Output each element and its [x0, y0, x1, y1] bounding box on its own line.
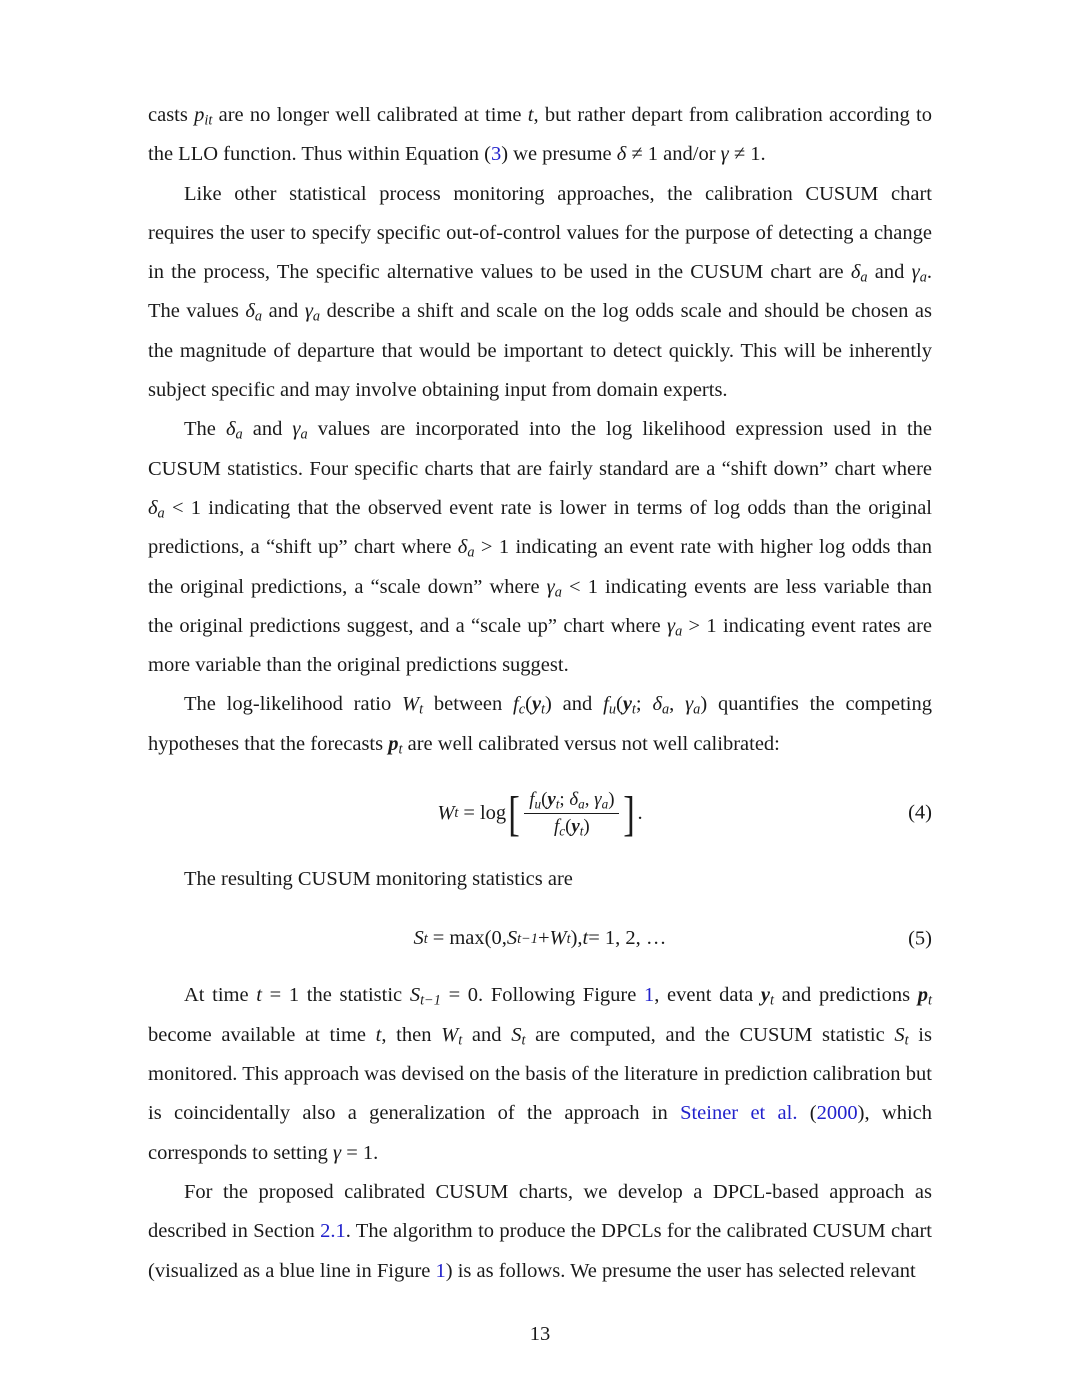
text-run: ) we presume — [501, 143, 617, 166]
text-run: become available at time — [148, 1023, 376, 1046]
text-run: describe a shift and scale on the log odds scale and should be chosen as the magnitude of departure that would be important to detect quickly. This will be inherently subject specific and may involve obtaining input from domain experts. — [148, 300, 932, 402]
math-symbol-f: f — [513, 693, 519, 716]
math-subscript-a: a — [661, 702, 670, 719]
math-subscript-a: a — [675, 623, 683, 640]
link-section-2-1[interactable]: 2.1 — [320, 1220, 346, 1243]
math-symbol-delta: δ — [616, 143, 627, 166]
equation-5-expression: S t = max (0, S t−1 + W t ), t = 1, 2, … — [413, 927, 667, 950]
link-figure-1[interactable]: 1 — [644, 984, 655, 1007]
math-vector-p: p — [917, 984, 928, 1007]
eq4-num-comma: , — [584, 789, 595, 811]
math-symbol-S: S — [409, 984, 421, 1007]
math-subscript-t: t — [419, 702, 424, 719]
eq4-den-vector-y: y — [571, 815, 580, 837]
page-number: 13 — [529, 1323, 551, 1345]
text-run: > 1 indicating an event rate with higher log odds than the original predictions, a “scale down” where — [148, 536, 932, 598]
math-symbol-delta: δ — [457, 536, 468, 559]
eq4-equals-sign: = — [463, 801, 475, 824]
math-symbol-W: W — [402, 693, 420, 716]
eq4-fraction — [524, 788, 619, 838]
math-symbol-delta: δ — [850, 261, 861, 284]
eq4-num-vector-y: y — [547, 789, 556, 811]
text-run: and — [262, 300, 305, 323]
eq4-num-paren-close: ) — [608, 789, 615, 811]
text-run: values are incorporated into the log likelihood expression used in the CUSUM statistics. Four specific charts that are fairly standard are a “shift down” chart where — [148, 418, 932, 480]
spacer — [148, 899, 932, 927]
eq5-t-variable: t — [582, 927, 589, 950]
math-subscript-a: a — [860, 269, 868, 286]
display-equation-5 — [148, 927, 932, 950]
equation-number-5: (5) — [908, 927, 932, 950]
paragraph-dpcl-approach — [148, 1173, 932, 1291]
eq4-num-gamma-subscript-a: a — [601, 796, 609, 812]
eq4-lhs-W: W — [437, 801, 455, 824]
math-symbol-S: S — [511, 1023, 522, 1046]
math-symbol-delta: δ — [652, 693, 662, 716]
math-subscript-c: c — [518, 702, 526, 719]
text-run: ( — [797, 1102, 817, 1125]
math-symbol-gamma: γ — [292, 418, 301, 441]
math-symbol-S: S — [894, 1023, 905, 1046]
eq5-W: W — [549, 927, 567, 950]
eq5-t-values: = 1, 2, … — [588, 927, 667, 950]
text-run: > 1 indicating event rates are more variable than the original predictions suggest. — [148, 614, 932, 677]
eq4-den-paren-open: ( — [565, 815, 572, 837]
paragraph-out-of-control-values — [148, 175, 932, 411]
eq5-max-operator: max — [449, 927, 485, 950]
math-symbol-p: p — [194, 104, 205, 126]
text-run: ≠ 1. — [728, 143, 766, 166]
text-run: , — [669, 693, 686, 716]
math-symbol-gamma: γ — [333, 1141, 342, 1164]
eq5-paren-open-zero: (0, — [484, 927, 507, 950]
text-run: are computed, and the CUSUM statistic — [525, 1023, 895, 1046]
math-subscript-a: a — [312, 309, 321, 326]
text-run: ≠ 1 and/or — [626, 143, 721, 166]
text-run: The log-likelihood ratio — [184, 693, 403, 716]
text-run: ) quantifies the competing hypotheses that the forecasts — [148, 693, 933, 755]
math-subscript-a: a — [693, 702, 701, 719]
equation-4-expression: W t = log [ $\frac{f_u(y_t; \delta_a, \gamma_a)}{f_c(y_t)}$ ] . — [437, 787, 643, 841]
math-symbol-t: t — [375, 1023, 382, 1046]
text-run: ( — [615, 693, 623, 716]
math-subscript-t: t — [458, 1032, 463, 1049]
spacer — [148, 950, 932, 976]
eq5-lhs-S: S — [413, 927, 424, 950]
text-run: ; — [635, 693, 653, 716]
text-run: At time — [184, 984, 257, 1007]
eq5-S-previous: S — [506, 927, 518, 950]
paragraph-log-likelihood-ratio — [148, 685, 932, 764]
eq4-num-delta-subscript-a: a — [578, 796, 585, 812]
text-run: ), which corresponds to setting — [148, 1102, 933, 1164]
link-citation-year-2000[interactable]: 2000 — [816, 1102, 858, 1125]
text-run: = 0. Following Figure — [440, 984, 644, 1007]
math-subscript-it: it — [204, 112, 213, 129]
math-subscript-t: t — [631, 702, 636, 719]
math-vector-y: y — [531, 693, 542, 716]
text-run: The resulting CUSUM monitoring statistics are — [184, 868, 573, 891]
eq4-num-f-subscript-u: u — [534, 796, 542, 812]
paragraph-four-chart-types — [148, 410, 932, 685]
link-figure-1[interactable]: 1 — [435, 1259, 446, 1282]
math-subscript-t: t — [770, 993, 775, 1010]
eq5-paren-close: ), — [570, 927, 583, 950]
eq4-den-y-subscript-t: t — [579, 823, 584, 839]
text-run: and — [867, 261, 912, 284]
math-subscript-t: t — [521, 1032, 526, 1049]
text-run: . The algorithm to produce the DPCLs for the calibrated CUSUM chart (visualized as a blue line in Figure — [148, 1220, 932, 1282]
math-subscript-u: u — [608, 702, 616, 719]
paragraph-cusum-monitoring-procedure — [148, 976, 932, 1172]
eq4-num-delta: δ — [569, 789, 579, 811]
math-symbol-gamma: γ — [911, 261, 920, 284]
math-subscript-a: a — [467, 544, 475, 561]
math-subscript-a: a — [919, 269, 927, 286]
text-run: between — [423, 693, 514, 716]
math-vector-p: p — [388, 732, 399, 755]
text-run: is monitored. This approach was devised on the basis of the literature in prediction calibration but is coincidentally also a generalization of the approach in — [148, 1023, 932, 1125]
math-symbol-t: t — [527, 104, 534, 126]
display-equation-4 — [148, 787, 932, 841]
math-symbol-delta: δ — [148, 496, 158, 519]
eq4-den-f: f — [553, 815, 560, 837]
math-symbol-f: f — [603, 693, 609, 716]
math-symbol-gamma: γ — [685, 693, 694, 716]
text-run: The — [184, 418, 226, 441]
text-run: < 1 indicating that the observed event rate is lower in terms of log odds than the original predictions, a “shift up” chart where — [148, 496, 932, 559]
link-citation-steiner[interactable]: Steiner et al. — [680, 1102, 798, 1125]
math-symbol-delta: δ — [225, 418, 236, 441]
eq4-trailing-period: . — [637, 801, 643, 824]
spacer — [148, 838, 932, 860]
link-equation-3[interactable]: 3 — [490, 143, 502, 166]
eq4-num-semicolon: ; — [559, 789, 570, 811]
text-run: ) and — [545, 693, 604, 716]
math-symbol-delta: δ — [245, 300, 255, 323]
text-run: Like other statistical process monitoring approaches, the calibration CUSUM chart requires the user to specify specific out-of-control values for the purpose of detecting a change in the process, The specific alternative values to be used in the CUSUM chart are — [148, 182, 932, 284]
equation-number-4: (4) — [908, 801, 932, 824]
eq4-denominator — [549, 814, 595, 839]
math-symbol-gamma: γ — [720, 143, 729, 166]
math-symbol-t: t — [256, 984, 262, 1007]
math-symbol-gamma: γ — [546, 575, 555, 598]
text-run: = 1. — [341, 1141, 379, 1164]
math-subscript-a: a — [300, 427, 308, 444]
text-run: For the proposed calibrated CUSUM charts, we develop a DPCL-based approach as described in Section — [148, 1180, 932, 1243]
text-run: and predictions — [774, 984, 918, 1007]
math-subscript-a: a — [157, 505, 165, 522]
eq4-den-paren-close: ) — [583, 815, 590, 837]
text-run: , event data — [654, 984, 761, 1007]
text-run: and — [242, 418, 293, 441]
math-subscript-t: t — [927, 993, 932, 1010]
eq4-log-operator: log — [479, 801, 507, 824]
text-run: are well calibrated versus not well calibrated: — [402, 732, 780, 755]
text-run: , then — [381, 1023, 442, 1046]
paragraph-resulting-statistics — [148, 860, 932, 899]
eq4-num-paren-open: ( — [541, 789, 548, 811]
math-subscript-t: t — [904, 1032, 909, 1049]
text-run: = 1 the statistic — [261, 984, 410, 1007]
math-subscript-a: a — [554, 584, 562, 601]
math-symbol-gamma: γ — [667, 614, 676, 637]
text-run: and — [462, 1023, 512, 1046]
spacer — [148, 764, 932, 788]
math-symbol-W: W — [441, 1023, 459, 1046]
math-vector-y: y — [760, 984, 771, 1007]
text-run: , but rather depart from calibration according to the LLO function. Thus within Equation ( — [148, 104, 932, 166]
math-subscript-a: a — [254, 309, 263, 326]
eq4-num-gamma: γ — [594, 789, 602, 811]
math-symbol-gamma: γ — [304, 300, 313, 323]
eq4-den-f-subscript-c: c — [559, 823, 566, 839]
text-run: < 1 indicating events are less variable than the original predictions suggest, and a “scale up” chart where — [148, 575, 933, 637]
math-vector-y: y — [622, 693, 632, 716]
text-run: ( — [525, 693, 532, 716]
eq4-num-f: f — [529, 789, 535, 811]
math-subscript-t-minus-1: t−1 — [420, 993, 441, 1010]
text-run: casts — [148, 104, 195, 126]
text-run: are no longer well calibrated at time — [212, 104, 528, 126]
eq5-equals-sign: = — [432, 927, 445, 950]
eq5-plus-sign: + — [537, 927, 550, 950]
math-subscript-t: t — [398, 741, 403, 758]
document-page-body — [148, 96, 932, 1291]
math-subscript-t: t — [541, 702, 546, 719]
paragraph-calibration-departure — [148, 96, 932, 175]
math-subscript-a: a — [235, 427, 243, 444]
eq4-num-y-subscript-t: t — [555, 796, 560, 812]
text-run: ) is as follows. We presume the user has selected relevant — [445, 1259, 916, 1282]
eq4-numerator — [524, 788, 619, 814]
text-run: . The values — [148, 261, 932, 323]
